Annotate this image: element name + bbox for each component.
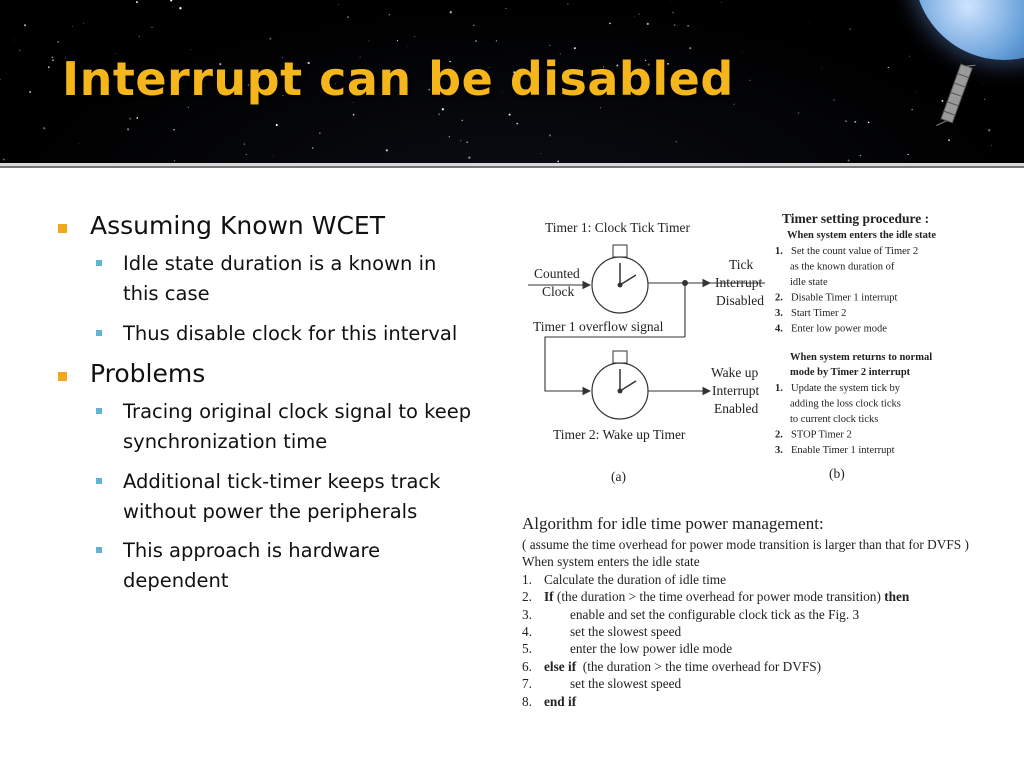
procedure-step-text: Start Timer 2: [791, 308, 847, 319]
blue-square-bullet-icon: [96, 260, 102, 266]
procedure-step-text: Update the system tick by: [791, 383, 901, 394]
algorithm-step: [522, 675, 1017, 692]
procedure-subheading: When system returns to normal: [790, 352, 933, 363]
procedure-step-number: 2.: [775, 292, 783, 304]
procedure-steps-resume: [775, 383, 901, 456]
procedure-step-text: idle state: [790, 277, 828, 288]
bullet-text: Tracing original clock signal to keep synchronization time: [123, 400, 472, 454]
procedure-step-text: to current clock ticks: [790, 414, 879, 425]
caption-b: (b): [829, 466, 845, 481]
counted-clock-label: Counted: [534, 266, 580, 281]
timer-diagram-figure: [520, 205, 1010, 505]
procedure-step-number: 1.: [775, 246, 783, 257]
procedure-step-text: Enable Timer 1 interrupt: [791, 445, 895, 456]
tick-interrupt-label: Tick: [729, 257, 754, 272]
bullet-level2: [56, 467, 476, 527]
algorithm-step: [522, 658, 1017, 675]
bullet-level1: [56, 210, 476, 241]
algorithm-keyword: If: [544, 589, 554, 605]
algorithm-step-text: enter the low power idle mode: [570, 641, 733, 657]
algorithm-step-text: (the duration > the time overhead for power mode transition): [553, 589, 885, 605]
procedure-step-text: as the known duration of: [790, 261, 895, 273]
algorithm-keyword: end if: [544, 693, 577, 709]
bullet-text: Assuming Known WCET: [90, 211, 385, 240]
blue-square-bullet-icon: [96, 547, 102, 553]
algorithm-step: [522, 640, 1017, 657]
bullet-text: This approach is hardware dependent: [123, 539, 381, 593]
algorithm-step-number: 5.: [522, 641, 532, 657]
procedure-step-text: STOP Timer 2: [791, 429, 852, 441]
bullet-level2: [56, 397, 476, 457]
algorithm-step: [522, 588, 1017, 605]
wakeup-interrupt-label: Wake up: [711, 365, 759, 380]
counted-clock-label: Clock: [542, 284, 575, 299]
algorithm-step: [522, 623, 1017, 640]
blue-square-bullet-icon: [96, 478, 102, 484]
orange-square-bullet-icon: [58, 224, 67, 233]
bullet-level2: [56, 249, 476, 309]
algorithm-condition: When system enters the idle state: [522, 554, 700, 570]
timer2-label: Timer 2: Wake up Timer: [553, 427, 686, 442]
procedure-step-number: 1.: [775, 383, 783, 394]
bullet-text: Problems: [90, 358, 206, 388]
procedure-step-number: 3.: [775, 445, 783, 456]
algorithm-step-number: 4.: [522, 624, 532, 640]
bullet-list: [56, 210, 476, 605]
timer1-label: Timer 1: Clock Tick Timer: [545, 220, 691, 235]
tick-interrupt-label: Interrupt: [715, 275, 763, 290]
wakeup-interrupt-label: Enabled: [714, 401, 759, 416]
bullet-level2: [56, 536, 476, 596]
algorithm-step-text: set the slowest speed: [570, 676, 682, 692]
algorithm-step: [522, 606, 1017, 623]
bullet-level1: [56, 358, 476, 389]
procedure-step-text: Set the count value of Timer 2: [791, 246, 919, 257]
algorithm-title: Algorithm for idle time power management:: [522, 514, 824, 533]
caption-a: (a): [611, 469, 626, 484]
procedure-step-number: 4.: [775, 323, 783, 335]
bullet-text: Idle state duration is a known in this case: [123, 252, 437, 306]
algorithm-step-number: 7.: [522, 676, 532, 692]
procedure-step-text: Disable Timer 1 interrupt: [791, 292, 898, 304]
timer2-top-knob: [613, 351, 627, 363]
algorithm-step-text: (the duration > the time overhead for DVFS): [576, 658, 822, 674]
algorithm-step-number: 1.: [522, 571, 532, 587]
algorithm-step-text: set the slowest speed: [570, 624, 682, 640]
algorithm-steps: [522, 571, 1017, 710]
slide-header: [0, 0, 1024, 163]
procedure-step-text: Enter low power mode: [791, 323, 887, 335]
bullet-text: Additional tick-timer keeps track without power the peripherals: [123, 469, 441, 523]
procedure-step-number: 3.: [775, 308, 783, 319]
procedure-step-text: adding the loss clock ticks: [790, 398, 901, 410]
algorithm-keyword: else if: [544, 658, 577, 674]
slide-title: Interrupt can be disabled: [62, 52, 734, 106]
procedure-steps-idle: [775, 246, 918, 335]
algorithm-listing: [522, 514, 1017, 710]
algorithm-step: [522, 693, 1017, 710]
algorithm-step: [522, 571, 1017, 588]
algorithm-keyword: then: [884, 589, 910, 605]
procedure-title: Timer setting procedure :: [782, 211, 930, 226]
procedure-subheading: When system enters the idle state: [787, 230, 937, 241]
algorithm-step-number: 6.: [522, 658, 532, 674]
procedure-step-number: 2.: [775, 429, 783, 441]
bullet-level2: [56, 319, 476, 349]
algorithm-step-number: 2.: [522, 589, 532, 605]
overflow-signal-label: Timer 1 overflow signal: [533, 319, 664, 334]
orange-square-bullet-icon: [58, 372, 67, 381]
blue-square-bullet-icon: [96, 408, 102, 414]
algorithm-step-text: Calculate the duration of idle time: [544, 571, 727, 587]
wakeup-interrupt-label: Interrupt: [712, 383, 760, 398]
algorithm-step-number: 3.: [522, 606, 532, 622]
tick-interrupt-label: Disabled: [716, 293, 764, 308]
bullet-text: Thus disable clock for this interval: [123, 321, 458, 345]
blue-square-bullet-icon: [96, 330, 102, 336]
algorithm-step-number: 8.: [522, 693, 532, 709]
timer1-top-knob: [613, 245, 627, 257]
procedure-subheading: mode by Timer 2 interrupt: [790, 367, 911, 378]
algorithm-step-text: enable and set the configurable clock tick as the Fig. 3: [570, 606, 860, 622]
algorithm-assumption: ( assume the time overhead for power mode transition is larger than that for DVFS ): [522, 537, 969, 552]
satellite-icon: [920, 60, 990, 130]
